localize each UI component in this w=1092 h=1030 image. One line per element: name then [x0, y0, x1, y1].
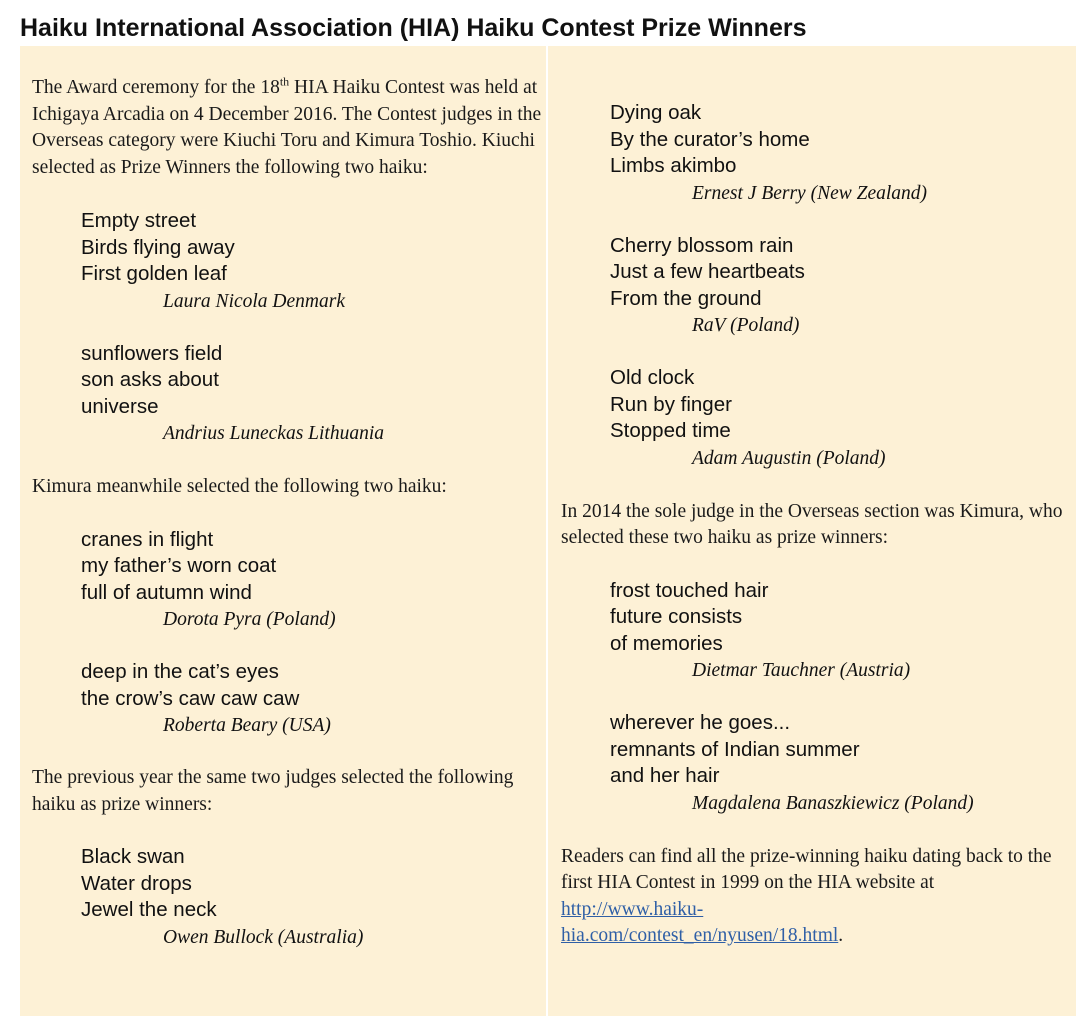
- contest-link[interactable]: [561, 899, 838, 947]
- column-divider: [546, 46, 548, 1016]
- haiku-line: From the ground: [610, 286, 762, 310]
- haiku-line: Black swan: [81, 845, 185, 868]
- haiku-line: Stopped time: [610, 419, 731, 442]
- haiku-line: sunflowers field: [81, 341, 223, 365]
- right-column: [561, 100, 1069, 950]
- haiku-author: Dorota Pyra (Poland): [163, 609, 336, 630]
- link-text-1[interactable]: http://www.haiku-: [561, 898, 704, 920]
- link-text-2[interactable]: hia.com/contest_en/nyusen/18.html: [561, 925, 839, 946]
- haiku-line: Old clock: [610, 366, 695, 389]
- haiku-line: Empty street: [81, 209, 197, 232]
- haiku-line: Birds flying away: [81, 235, 235, 259]
- haiku-line: the crow’s caw caw caw: [81, 686, 300, 710]
- intro-text: The Award ceremony for the 18: [32, 77, 280, 98]
- haiku-1: [32, 208, 542, 315]
- haiku-8: [561, 365, 1069, 472]
- haiku-line: and her hair: [610, 764, 720, 787]
- haiku-4: [32, 659, 542, 739]
- haiku-line: Cherry blossom rain: [610, 233, 794, 257]
- haiku-author: RaV (Poland): [692, 315, 800, 336]
- haiku-line: future consists: [610, 605, 743, 628]
- haiku-author: Andrius Luneckas Lithuania: [163, 423, 385, 444]
- intro-2014: In 2014 the sole judge in the Overseas section was Kimura, who selected these two haiku as prize winners:: [561, 500, 1063, 548]
- intro-text-rest: HIA Haiku Contest was held at Ichigaya Arcadia on 4 December 2016. The Contest judges in the Overseas category were Kiuchi Toru and Kimura Toshio. Kiuchi selected as Prize Winners the following two haiku:: [32, 77, 542, 178]
- kimura-intro: Kimura meanwhile selected the following two haiku:: [32, 476, 447, 497]
- left-column: [32, 75, 542, 951]
- haiku-line: of memories: [610, 631, 723, 655]
- closing-text: Readers can find all the prize-winning haiku dating back to the first HIA Contest in 1999 on the HIA website at: [561, 845, 1052, 893]
- haiku-line: deep in the cat’s eyes: [81, 660, 279, 683]
- haiku-line: wherever he goes...: [610, 711, 791, 734]
- previous-year-intro: The previous year the same two judges selected the following haiku as prize winners:: [32, 767, 514, 815]
- haiku-author: Magdalena Banaszkiewicz (Poland): [692, 792, 974, 814]
- haiku-line: First golden leaf: [81, 262, 227, 285]
- intro-paragraph: [32, 75, 542, 181]
- haiku-line: By the curator’s home: [610, 127, 810, 151]
- haiku-7: [561, 233, 1069, 340]
- haiku-author: Adam Augustin (Poland): [692, 447, 886, 469]
- haiku-line: son asks about: [81, 368, 219, 391]
- haiku-line: my father’s worn coat: [81, 554, 277, 577]
- closing-period: .: [838, 925, 844, 946]
- haiku-5: [32, 844, 542, 951]
- haiku-6: [561, 100, 1069, 207]
- haiku-9: [561, 578, 1069, 685]
- closing-paragraph: [561, 844, 1069, 950]
- haiku-line: full of autumn wind: [81, 580, 252, 604]
- haiku-10: [561, 710, 1069, 817]
- haiku-author: Laura Nicola Denmark: [163, 290, 345, 312]
- haiku-line: Just a few heartbeats: [610, 260, 805, 283]
- haiku-author: Owen Bullock (Australia): [163, 926, 364, 948]
- content-panel: [20, 46, 1076, 1016]
- haiku-line: universe: [81, 394, 159, 418]
- haiku-author: Dietmar Tauchner (Austria): [692, 660, 911, 681]
- haiku-line: Run by finger: [610, 392, 732, 416]
- haiku-3: [32, 527, 542, 634]
- haiku-line: frost touched hair: [610, 578, 769, 602]
- haiku-line: Limbs akimbo: [610, 154, 737, 177]
- haiku-line: Dying oak: [610, 101, 702, 124]
- haiku-author: Ernest J Berry (New Zealand): [692, 182, 928, 204]
- haiku-2: [32, 341, 542, 448]
- haiku-line: Water drops: [81, 871, 192, 895]
- page-title: Haiku International Association (HIA) Haiku Contest Prize Winners: [20, 14, 807, 42]
- haiku-line: cranes in flight: [81, 527, 214, 551]
- haiku-line: Jewel the neck: [81, 898, 217, 921]
- ordinal-suffix: th: [279, 74, 290, 89]
- haiku-author: Roberta Beary (USA): [163, 715, 331, 736]
- haiku-line: remnants of Indian summer: [610, 737, 860, 761]
